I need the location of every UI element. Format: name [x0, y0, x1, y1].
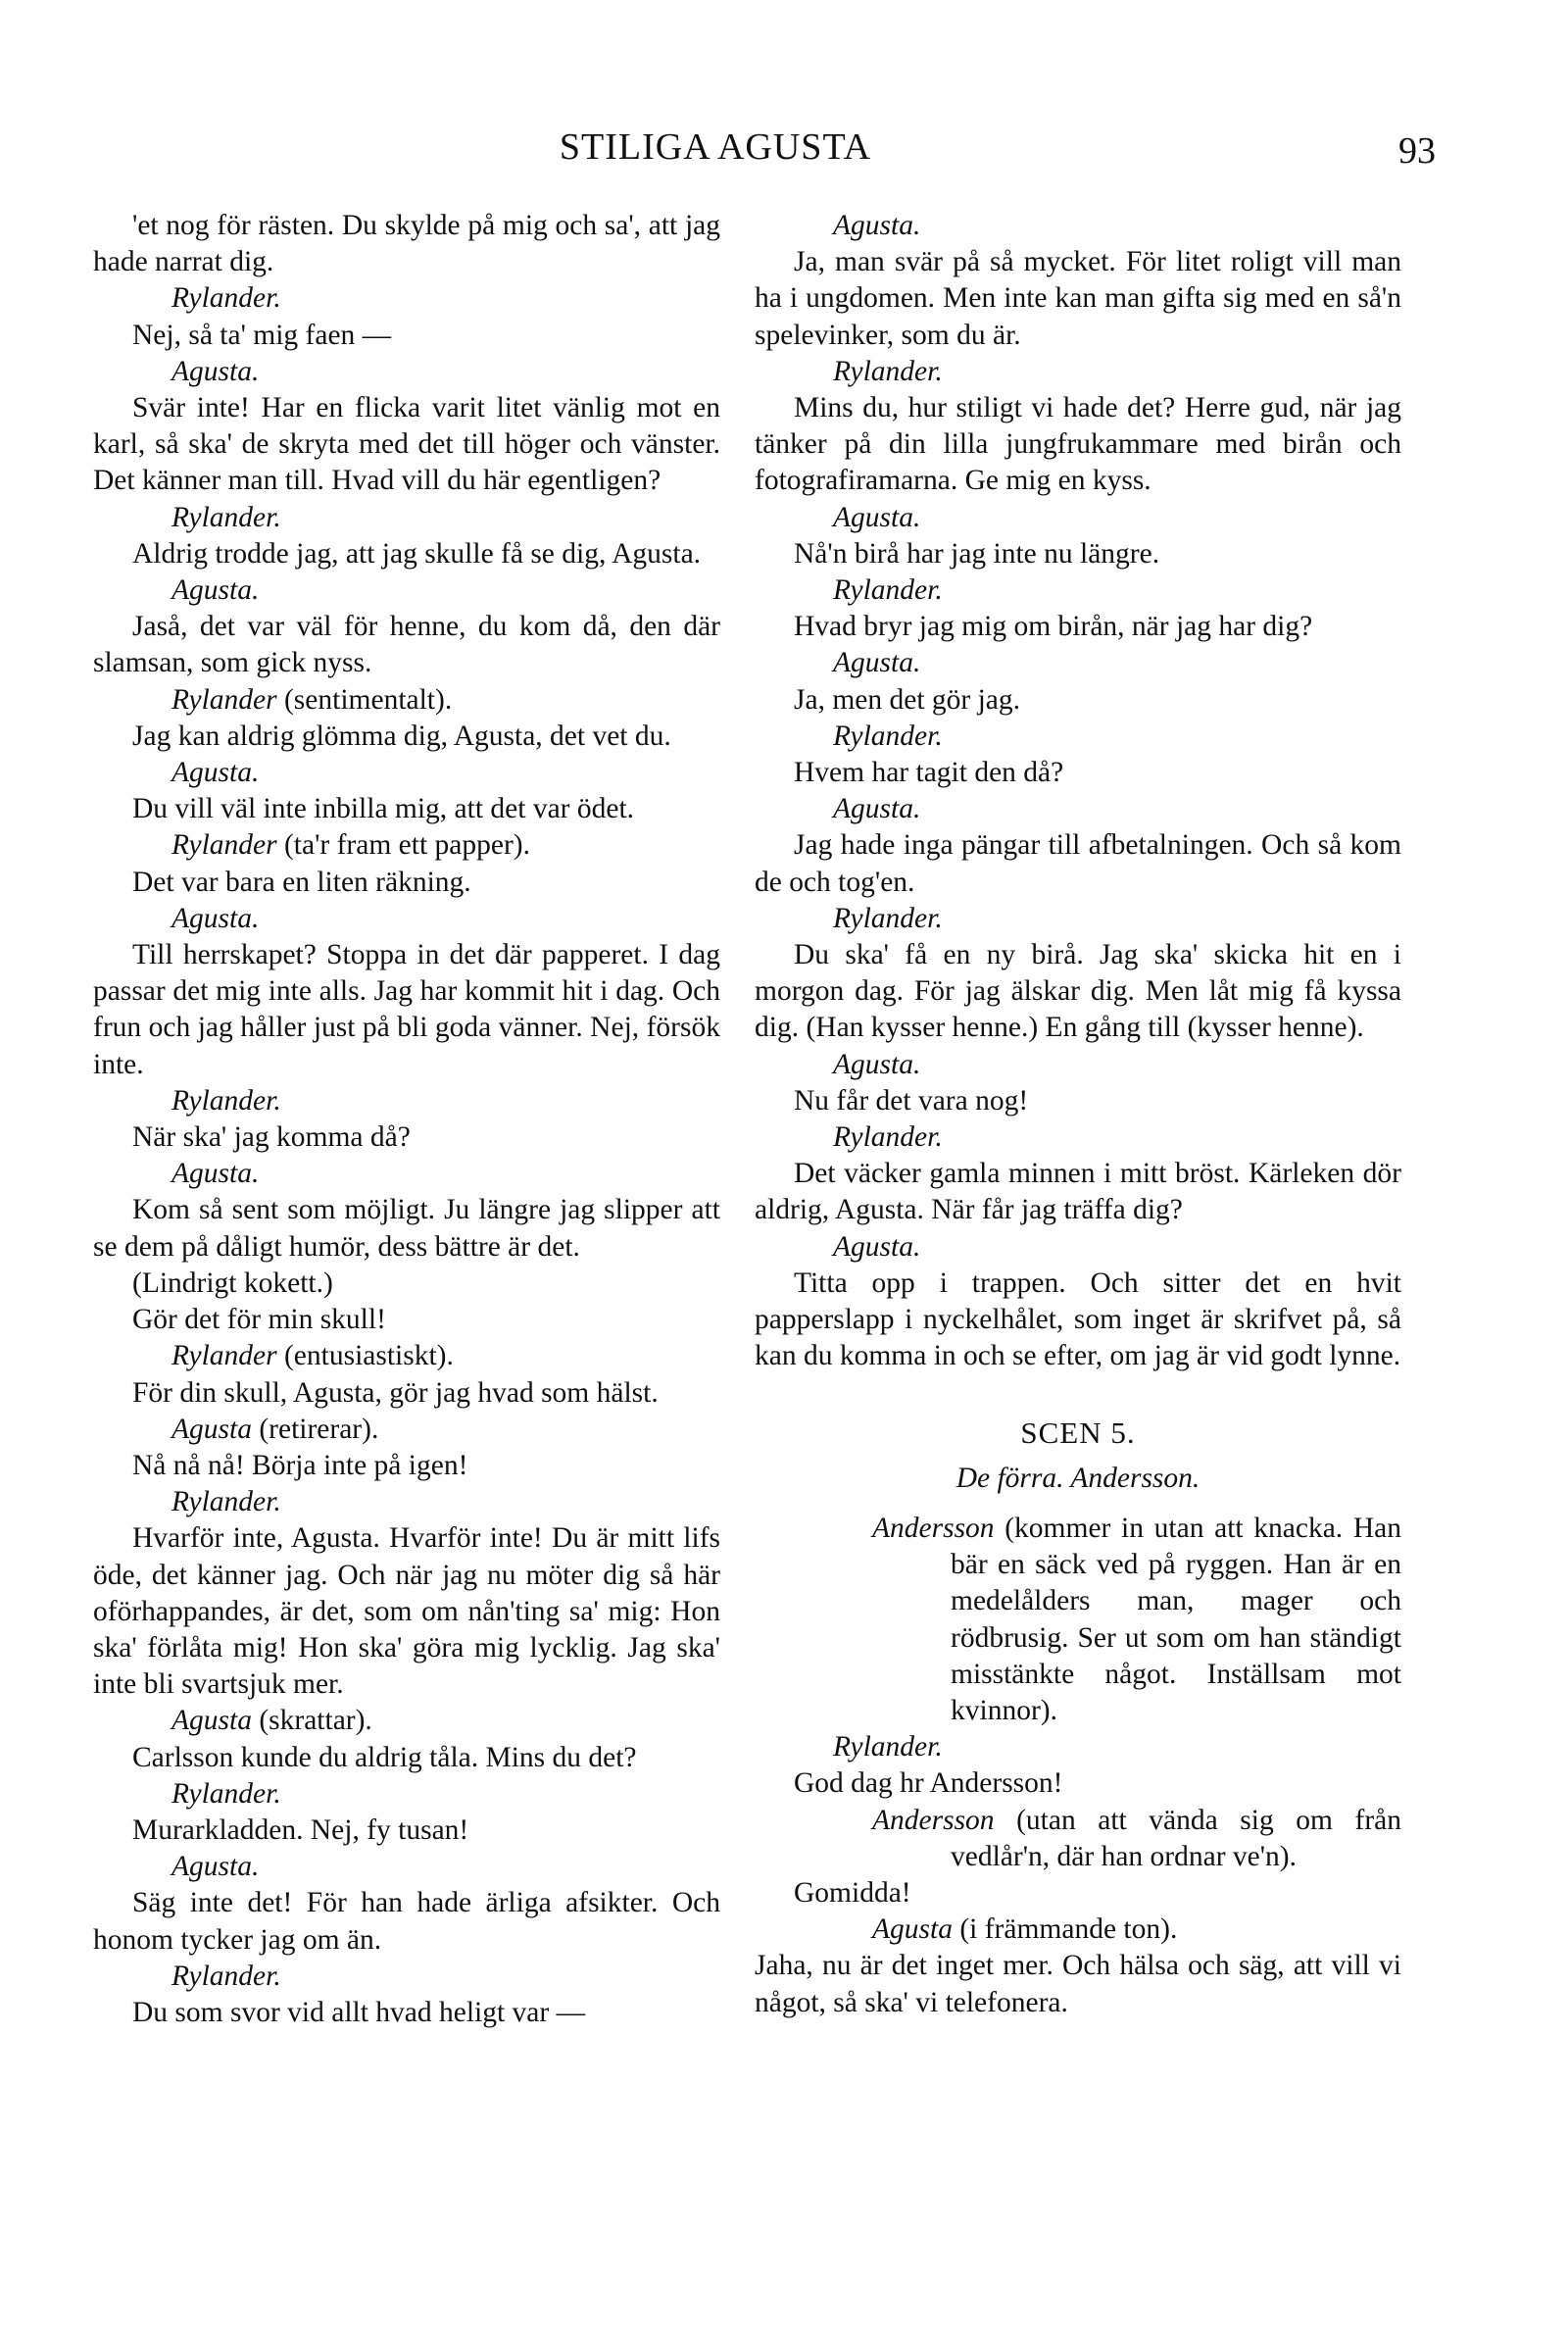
speaker-label: Agusta.	[833, 501, 921, 533]
dialogue-line: För din skull, Agusta, gör jag hvad som hälst.	[132, 1376, 659, 1409]
speaker-label: Agusta.	[833, 793, 921, 825]
speaker-label	[93, 1412, 720, 1448]
dialogue-line: Murarkladden. Nej, fy tusan!	[132, 1813, 469, 1846]
dialogue-line: Hvem har tagit den då?	[794, 757, 1064, 789]
stage-direction: (retirerar).	[251, 1413, 379, 1445]
speaker-name: Rylander	[172, 1340, 277, 1372]
dialogue-line: Ja, man svär på så mycket. För litet roligt vill man ha i ungdomen. Men inte kan man gifta sig med en så'n spelevinker, som du är.	[755, 246, 1401, 351]
speaker-label: Rylander.	[833, 1731, 943, 1763]
scene-cast: De förra. Andersson.	[956, 1462, 1200, 1494]
speaker-label: Agusta.	[172, 757, 260, 789]
dialogue-line: Det var bara en liten räkning.	[132, 866, 471, 898]
speaker-label: Agusta.	[172, 1851, 260, 1883]
dialogue-line: Det väcker gamla minnen i mitt bröst. Kärleken dör aldrig, Agusta. När får jag träffa dig?	[755, 1158, 1401, 1226]
speaker-label: Agusta.	[172, 902, 260, 934]
speaker-label: Agusta.	[833, 210, 921, 241]
speaker-label: Rylander.	[833, 1121, 943, 1154]
speaker-label: Rylander.	[833, 355, 943, 387]
left-column	[93, 208, 720, 2031]
dialogue-line: Nå'n birå har jag inte nu längre.	[794, 537, 1160, 570]
dialogue-line: Säg inte det! För han hade ärliga afsikter. Och honom tycker jag om än.	[93, 1887, 720, 1956]
stage-direction: (Lindrigt kokett.)	[132, 1266, 333, 1299]
speaker-label: Rylander.	[172, 1486, 281, 1518]
speaker-label: Rylander.	[833, 902, 943, 934]
stage-direction: (ta'r fram ett papper).	[276, 829, 530, 862]
speaker-label: Rylander.	[172, 1960, 281, 1992]
stage-direction	[755, 1803, 1401, 1875]
stage-direction	[755, 1511, 1401, 1729]
stage-direction-text: (kommer in utan att knacka. Han bär en säck ved på ryggen. Han är en medelålders man, mager och rödbrusig. Ser ut som om han ständigt misstänkte något. Inställsam mot kvinnor).	[951, 1512, 1401, 1726]
speaker-label: Rylander.	[172, 1084, 281, 1117]
scene-heading: SCEN 5.	[1020, 1415, 1136, 1450]
page-number: 93	[1398, 130, 1436, 172]
dialogue-line: Nå nå nå! Börja inte på igen!	[132, 1449, 468, 1481]
speaker-name: Agusta	[172, 1413, 252, 1445]
speaker-label: Agusta.	[172, 355, 260, 387]
speaker-label	[93, 827, 720, 864]
dialogue-line: Jag kan aldrig glömma dig, Agusta, det vet du.	[132, 720, 671, 752]
speaker-name: Agusta	[872, 1913, 953, 1946]
speaker-label	[93, 1338, 720, 1374]
dialogue-line: Kom så sent som möjligt. Ju längre jag slipper att se dem på dåligt humör, dess bättre är det.	[93, 1194, 720, 1263]
speaker-label: Rylander.	[833, 574, 943, 607]
dialogue-line: Nu får det vara nog!	[794, 1084, 1029, 1117]
dialogue-line: Nej, så ta' mig faen —	[132, 319, 392, 351]
speaker-name: Rylander	[172, 829, 277, 862]
dialogue-line: Gör det för min skull!	[132, 1304, 386, 1336]
dialogue-line: Carlsson kunde du aldrig tåla. Mins du det?	[132, 1741, 637, 1773]
speaker-label: Rylander.	[172, 1777, 281, 1810]
dialogue-line: Du ska' få en ny birå. Jag ska' skicka hit en i morgon dag. För jag älskar dig. Men låt mig få kyssa dig. (Han kysser henne.) En gång till (kysser henne).	[755, 939, 1401, 1044]
stage-direction: (sentimentalt).	[276, 683, 453, 716]
running-title: STILIGA AGUSTA	[559, 126, 872, 168]
page-header	[0, 125, 1568, 184]
dialogue-line: God dag hr Andersson!	[794, 1767, 1063, 1800]
dialogue-line: Jaha, nu är det inget mer. Och hälsa och säg, att vill vi något, så ska' vi telefonera.	[755, 1950, 1401, 2018]
speaker-label: Rylander.	[172, 282, 281, 315]
speaker-label: Agusta.	[172, 1158, 260, 1190]
dialogue-line: Aldrig trodde jag, att jag skulle få se dig, Agusta.	[132, 537, 702, 570]
dialogue-line: Hvad bryr jag mig om birån, när jag har dig?	[794, 611, 1313, 643]
dialogue-line: Du vill väl inte inbilla mig, att det var ödet.	[132, 793, 635, 825]
speaker-name: Andersson	[872, 1512, 995, 1544]
dialogue-line: Mins du, hur stiligt vi hade det? Herre gud, när jag tänker på din lilla jungfrukammare med birån och fotografiramarna. Ge mig en kyss.	[755, 392, 1401, 497]
dialogue-line: Du som svor vid allt hvad heligt var —	[132, 1996, 586, 2028]
dialogue-line: Till herrskapet? Stoppa in det där papperet. I dag passar det mig inte alls. Jag har kommit hit i dag. Och frun och jag håller just på bli goda vänner. Nej, försök inte.	[93, 939, 720, 1080]
dialogue-line: När ska' jag komma då?	[132, 1121, 411, 1154]
right-column	[755, 208, 1401, 2021]
speaker-label	[93, 682, 720, 719]
speaker-label	[93, 1703, 720, 1739]
dialogue-line: Titta opp i trappen. Och sitter det en hvit papperslapp i nyckelhålet, som inget är skrifvet på, så kan du komma in och se efter, om jag är vid godt lynne.	[755, 1266, 1401, 1372]
dialogue-line: 'et nog för rästen. Du skylde på mig och sa', att jag hade narrat dig.	[93, 210, 720, 278]
dialogue-line: Hvarför inte, Agusta. Hvarför inte! Du är mitt lifs öde, det känner jag. Och när jag nu möter dig så här oförhappandes, är det, som om nån'ting sa' mig: Hon ska' förlåta mig! Hon ska' göra mig lycklig. Jag ska' inte bli svartsjuk mer.	[93, 1522, 720, 1701]
speaker-label: Agusta.	[833, 1048, 921, 1080]
speaker-label: Agusta.	[833, 647, 921, 679]
dialogue-line: Jaså, det var väl för henne, du kom då, den där slamsan, som gick nyss.	[93, 611, 720, 679]
dialogue-line: Svär inte! Har en flicka varit litet vänlig mot en karl, så ska' de skryta med det till höger och vänster. Det känner man till. Hvad vill du här egentligen?	[93, 392, 720, 497]
speaker-label: Agusta.	[172, 574, 260, 607]
speaker-name: Rylander	[172, 683, 277, 716]
dialogue-line: Gomidda!	[794, 1876, 911, 1909]
dialogue-line: Jag hade inga pängar till afbetalningen. Och så kom de och tog'en.	[755, 829, 1401, 898]
speaker-name: Agusta	[172, 1705, 252, 1737]
speaker-name: Andersson	[872, 1804, 995, 1836]
speaker-label: Rylander.	[172, 501, 281, 533]
stage-direction-text: (utan att vända sig om från vedlår'n, där han ordnar ve'n).	[951, 1804, 1401, 1872]
speaker-label: Rylander.	[833, 720, 943, 752]
stage-direction	[755, 1912, 1401, 1948]
stage-direction: (skrattar).	[251, 1705, 372, 1737]
speaker-label: Agusta.	[833, 1230, 921, 1263]
stage-direction: (entusiastiskt).	[276, 1340, 454, 1372]
stage-direction-text: (i främmande ton).	[952, 1913, 1178, 1946]
dialogue-line: Ja, men det gör jag.	[794, 683, 1021, 716]
